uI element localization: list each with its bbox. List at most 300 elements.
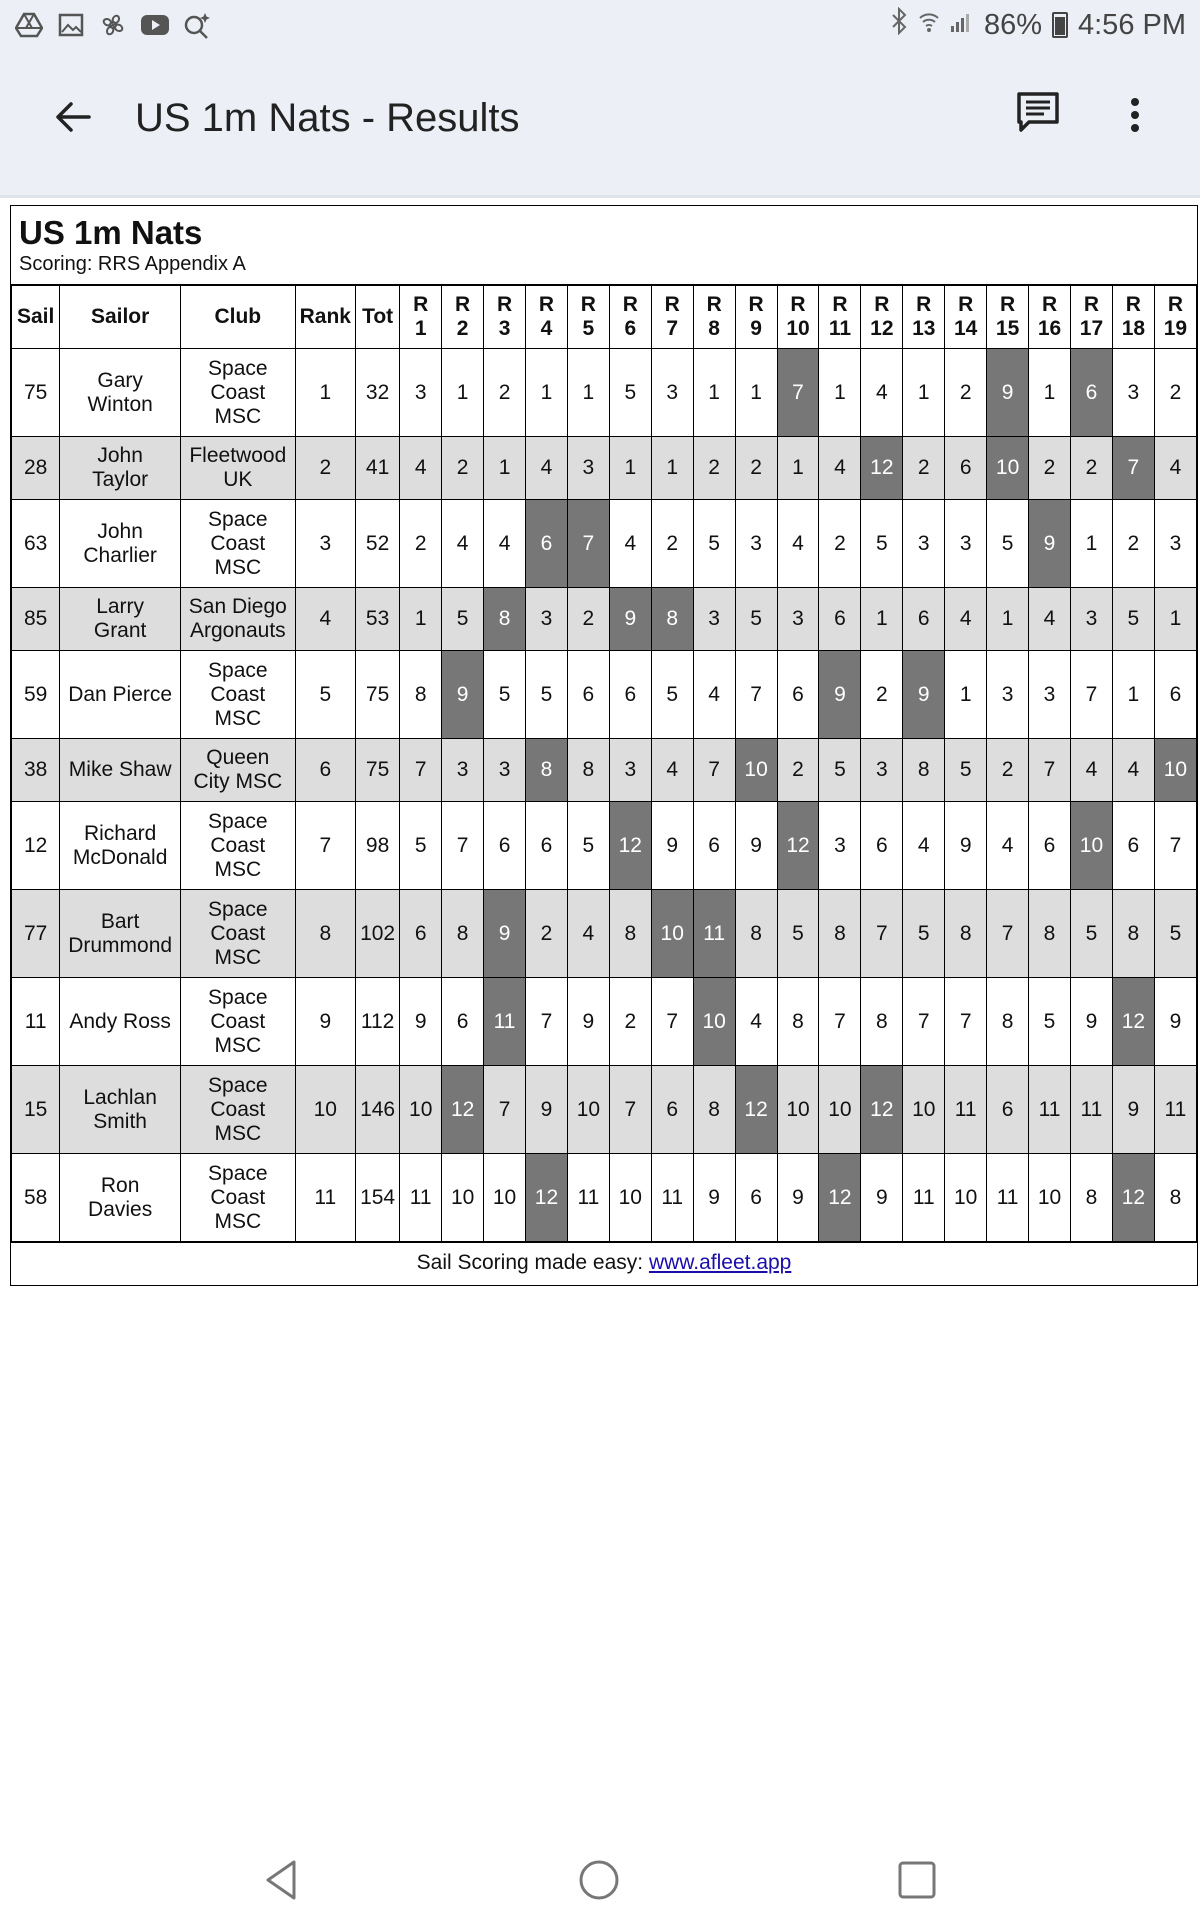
race-score: 10 bbox=[819, 1066, 861, 1154]
signal-icon bbox=[950, 8, 974, 42]
total-points: 75 bbox=[355, 651, 399, 739]
race-number: 5 bbox=[582, 317, 595, 340]
race-score: 5 bbox=[861, 500, 903, 588]
club-name bbox=[180, 349, 295, 437]
sail-number: 77 bbox=[12, 890, 60, 978]
race-score: 2 bbox=[903, 437, 945, 500]
sailor-name-line: Smith bbox=[93, 1109, 147, 1133]
race-score: 4 bbox=[693, 651, 735, 739]
total-points: 112 bbox=[355, 978, 399, 1066]
sail-number: 59 bbox=[12, 651, 60, 739]
sailor-name-line: Grant bbox=[93, 619, 147, 642]
race-score: 10 bbox=[567, 1066, 609, 1154]
race-score: 3 bbox=[1112, 349, 1154, 437]
race-score: 5 bbox=[1112, 588, 1154, 651]
race-prefix: R bbox=[958, 293, 974, 316]
race-score: 8 bbox=[819, 890, 861, 978]
race-score: 1 bbox=[442, 349, 484, 437]
race-score: 6 bbox=[735, 1154, 777, 1242]
race-score: 10 bbox=[442, 1154, 484, 1242]
race-score: 1 bbox=[1070, 500, 1112, 588]
race-score: 3 bbox=[903, 500, 945, 588]
club-name-line: Coast bbox=[210, 921, 266, 945]
race-score: 7 bbox=[693, 739, 735, 802]
rank-value: 7 bbox=[295, 802, 355, 890]
race-score: 5 bbox=[400, 802, 442, 890]
club-name bbox=[180, 437, 295, 500]
more-vertical-icon bbox=[1115, 90, 1155, 140]
club-name bbox=[180, 739, 295, 802]
sailor-name bbox=[60, 890, 181, 978]
race-score: 9 bbox=[945, 802, 987, 890]
sailor-name-line: Andy Ross bbox=[69, 1009, 171, 1033]
header-race-11 bbox=[819, 286, 861, 349]
results-panel bbox=[10, 205, 1198, 1286]
race-score: 4 bbox=[1154, 437, 1196, 500]
race-score: 8 bbox=[1070, 1154, 1112, 1242]
race-score: 4 bbox=[442, 500, 484, 588]
fan-icon bbox=[98, 10, 128, 40]
table-row[interactable] bbox=[12, 802, 1197, 890]
race-score-discarded: 10 bbox=[1070, 802, 1112, 890]
race-score: 3 bbox=[693, 588, 735, 651]
sailor-name-line: Larry bbox=[96, 595, 145, 618]
club-name-line: MSC bbox=[214, 1121, 262, 1145]
club-name-line: Argonauts bbox=[189, 619, 286, 642]
race-score: 2 bbox=[987, 739, 1029, 802]
page-title: US 1m Nats - Results bbox=[135, 96, 520, 140]
race-score: 2 bbox=[819, 500, 861, 588]
rank-value: 1 bbox=[295, 349, 355, 437]
race-score: 6 bbox=[1029, 802, 1071, 890]
race-score: 7 bbox=[819, 978, 861, 1066]
race-score-discarded: 12 bbox=[861, 437, 903, 500]
sailor-name bbox=[60, 500, 181, 588]
header-race-9 bbox=[735, 286, 777, 349]
club-name-line: Coast bbox=[210, 682, 266, 706]
total-points: 102 bbox=[355, 890, 399, 978]
club-name-line: Space bbox=[208, 507, 268, 531]
sailor-name-line: Lachlan bbox=[83, 1085, 157, 1109]
sail-number: 15 bbox=[12, 1066, 60, 1154]
race-prefix: R bbox=[748, 293, 764, 316]
sailor-name-line: Ron bbox=[100, 1173, 140, 1197]
race-score: 6 bbox=[609, 651, 651, 739]
race-score: 1 bbox=[1112, 651, 1154, 739]
race-number: 14 bbox=[954, 317, 978, 340]
race-score: 11 bbox=[1154, 1066, 1196, 1154]
race-score: 10 bbox=[1029, 1154, 1071, 1242]
race-score: 8 bbox=[609, 890, 651, 978]
race-score: 1 bbox=[609, 437, 651, 500]
race-score: 6 bbox=[651, 1066, 693, 1154]
race-score: 8 bbox=[1112, 890, 1154, 978]
race-score: 4 bbox=[567, 890, 609, 978]
race-score: 7 bbox=[651, 978, 693, 1066]
race-score: 2 bbox=[861, 651, 903, 739]
club-name-line: Queen bbox=[206, 746, 270, 769]
sailor-name bbox=[60, 1154, 181, 1242]
race-score: 8 bbox=[693, 1066, 735, 1154]
race-score-discarded: 8 bbox=[484, 588, 526, 651]
race-score: 6 bbox=[1154, 651, 1196, 739]
race-score: 6 bbox=[526, 802, 568, 890]
race-score: 11 bbox=[1029, 1066, 1071, 1154]
header-tot: Tot bbox=[355, 286, 399, 349]
race-number: 18 bbox=[1121, 317, 1146, 340]
race-score: 10 bbox=[609, 1154, 651, 1242]
race-score: 11 bbox=[651, 1154, 693, 1242]
header-race-3 bbox=[484, 286, 526, 349]
club-name-line: Space bbox=[208, 1161, 268, 1185]
footer-text: Sail Scoring made easy: bbox=[416, 1251, 649, 1274]
race-score: 5 bbox=[777, 890, 819, 978]
race-score: 7 bbox=[609, 1066, 651, 1154]
race-score: 5 bbox=[1154, 890, 1196, 978]
race-score-discarded: 8 bbox=[651, 588, 693, 651]
nav-home-button[interactable] bbox=[569, 1850, 629, 1910]
race-score: 8 bbox=[1029, 890, 1071, 978]
race-prefix: R bbox=[413, 293, 429, 316]
club-name-line: Space bbox=[208, 809, 268, 833]
race-score: 7 bbox=[484, 1066, 526, 1154]
header-race-16 bbox=[1029, 286, 1071, 349]
club-name-line: San Diego bbox=[188, 595, 287, 618]
header-race-2 bbox=[442, 286, 484, 349]
sailor-name bbox=[60, 978, 181, 1066]
race-score: 1 bbox=[1154, 588, 1196, 651]
race-score: 2 bbox=[945, 349, 987, 437]
race-score-discarded: 10 bbox=[987, 437, 1029, 500]
race-score-discarded: 10 bbox=[693, 978, 735, 1066]
table-row[interactable] bbox=[12, 349, 1197, 437]
race-score: 7 bbox=[945, 978, 987, 1066]
race-score: 8 bbox=[735, 890, 777, 978]
race-score: 3 bbox=[819, 802, 861, 890]
race-score-discarded: 9 bbox=[903, 651, 945, 739]
sailor-name-line: Gary bbox=[97, 368, 143, 392]
arrow-left-icon bbox=[53, 99, 93, 135]
appbar-divider bbox=[0, 195, 1200, 198]
club-name-line: MSC bbox=[214, 1209, 262, 1233]
event-title: US 1m Nats bbox=[19, 214, 203, 251]
race-score: 2 bbox=[484, 349, 526, 437]
home-nav-icon bbox=[577, 1858, 621, 1902]
comment-button[interactable] bbox=[1015, 90, 1065, 140]
results-footer bbox=[11, 1242, 1197, 1285]
total-points: 75 bbox=[355, 739, 399, 802]
race-score: 11 bbox=[945, 1066, 987, 1154]
header-race-10 bbox=[777, 286, 819, 349]
race-score: 10 bbox=[903, 1066, 945, 1154]
navigation-bar bbox=[0, 1840, 1200, 1920]
race-score: 10 bbox=[945, 1154, 987, 1242]
race-prefix: R bbox=[496, 293, 513, 316]
race-number: 7 bbox=[666, 317, 679, 340]
race-score: 6 bbox=[442, 978, 484, 1066]
race-score: 11 bbox=[567, 1154, 609, 1242]
race-score: 2 bbox=[735, 437, 777, 500]
race-number: 19 bbox=[1163, 317, 1188, 340]
race-score: 3 bbox=[1029, 651, 1071, 739]
race-number: 17 bbox=[1079, 317, 1104, 340]
results-table bbox=[11, 285, 1197, 1242]
race-number: 9 bbox=[750, 317, 762, 340]
race-score: 2 bbox=[1154, 349, 1196, 437]
race-prefix: R bbox=[706, 293, 722, 316]
race-score-discarded: 12 bbox=[1112, 978, 1154, 1066]
club-name-line: City MSC bbox=[193, 770, 283, 793]
race-score: 2 bbox=[693, 437, 735, 500]
race-prefix: R bbox=[1041, 293, 1058, 316]
race-score: 1 bbox=[735, 349, 777, 437]
nav-back-button[interactable] bbox=[252, 1850, 312, 1910]
sailor-name-line: Davies bbox=[88, 1197, 153, 1221]
race-number: 10 bbox=[786, 317, 810, 340]
race-score: 9 bbox=[777, 1154, 819, 1242]
results-header bbox=[11, 206, 1197, 285]
total-points: 98 bbox=[355, 802, 399, 890]
race-score: 8 bbox=[1154, 1154, 1196, 1242]
afleet-link[interactable]: www.afleet.app bbox=[648, 1251, 792, 1274]
race-score: 6 bbox=[567, 651, 609, 739]
scoring-system: Scoring: RRS Appendix A bbox=[19, 253, 246, 275]
race-score-discarded: 9 bbox=[442, 651, 484, 739]
race-score-discarded: 12 bbox=[609, 802, 651, 890]
race-score: 7 bbox=[1154, 802, 1196, 890]
race-score: 1 bbox=[693, 349, 735, 437]
race-score: 7 bbox=[526, 978, 568, 1066]
club-name bbox=[180, 651, 295, 739]
table-row[interactable] bbox=[12, 890, 1197, 978]
race-score: 5 bbox=[1070, 890, 1112, 978]
race-score: 9 bbox=[1112, 1066, 1154, 1154]
race-score: 2 bbox=[777, 739, 819, 802]
club-name-line: Space bbox=[208, 985, 268, 1009]
race-score: 3 bbox=[735, 500, 777, 588]
race-score-discarded: 12 bbox=[1112, 1154, 1154, 1242]
race-score: 11 bbox=[400, 1154, 442, 1242]
race-score: 1 bbox=[819, 349, 861, 437]
race-score: 8 bbox=[945, 890, 987, 978]
race-score: 11 bbox=[1070, 1066, 1112, 1154]
race-number: 11 bbox=[828, 317, 852, 340]
header-race-1 bbox=[400, 286, 442, 349]
rank-value: 3 bbox=[295, 500, 355, 588]
race-score: 4 bbox=[1070, 739, 1112, 802]
header-race-5 bbox=[567, 286, 609, 349]
race-score-discarded: 12 bbox=[735, 1066, 777, 1154]
rank-value: 5 bbox=[295, 651, 355, 739]
race-score: 10 bbox=[400, 1066, 442, 1154]
youtube-icon bbox=[140, 10, 170, 40]
race-score: 8 bbox=[861, 978, 903, 1066]
race-score: 3 bbox=[400, 349, 442, 437]
table-row[interactable] bbox=[12, 1066, 1197, 1154]
race-score-discarded: 8 bbox=[526, 739, 568, 802]
sailor-name-line: McDonald bbox=[72, 845, 168, 869]
club-name-line: UK bbox=[223, 468, 253, 491]
race-score: 6 bbox=[903, 588, 945, 651]
back-nav-icon bbox=[262, 1858, 302, 1902]
race-score: 5 bbox=[484, 651, 526, 739]
more-options-button[interactable] bbox=[1115, 90, 1155, 140]
header-sailor: Sailor bbox=[60, 286, 181, 349]
race-score: 4 bbox=[861, 349, 903, 437]
race-score: 2 bbox=[567, 588, 609, 651]
sailor-name-line: Charlier bbox=[83, 543, 157, 567]
race-score-discarded: 12 bbox=[526, 1154, 568, 1242]
race-score: 9 bbox=[651, 802, 693, 890]
race-score: 3 bbox=[945, 500, 987, 588]
race-score: 9 bbox=[693, 1154, 735, 1242]
sailor-name bbox=[60, 739, 181, 802]
race-score: 2 bbox=[400, 500, 442, 588]
race-score-discarded: 12 bbox=[777, 802, 819, 890]
race-score: 3 bbox=[609, 739, 651, 802]
race-score: 5 bbox=[693, 500, 735, 588]
race-score: 7 bbox=[442, 802, 484, 890]
race-score-discarded: 11 bbox=[484, 978, 526, 1066]
race-number: 2 bbox=[456, 317, 469, 340]
total-points: 154 bbox=[355, 1154, 399, 1242]
race-score-discarded: 6 bbox=[1070, 349, 1112, 437]
sailor-name bbox=[60, 349, 181, 437]
race-score: 2 bbox=[1070, 437, 1112, 500]
race-score: 5 bbox=[819, 739, 861, 802]
assistant-icon bbox=[182, 10, 212, 40]
race-number: 13 bbox=[912, 317, 936, 340]
table-row[interactable] bbox=[12, 739, 1197, 802]
race-score-discarded: 7 bbox=[777, 349, 819, 437]
race-prefix: R bbox=[1083, 293, 1100, 316]
recents-nav-icon bbox=[895, 1858, 939, 1902]
club-name-line: MSC bbox=[214, 1033, 262, 1057]
race-score: 8 bbox=[777, 978, 819, 1066]
back-button[interactable] bbox=[48, 92, 98, 142]
race-score-discarded: 11 bbox=[693, 890, 735, 978]
race-score: 10 bbox=[484, 1154, 526, 1242]
comment-icon bbox=[1015, 90, 1061, 136]
race-prefix: R bbox=[580, 293, 596, 316]
rank-value: 4 bbox=[295, 588, 355, 651]
race-score: 1 bbox=[1029, 349, 1071, 437]
club-name-line: Space bbox=[208, 1073, 268, 1097]
race-prefix: R bbox=[1125, 293, 1141, 316]
sailor-name-line: Winton bbox=[87, 392, 153, 416]
race-score: 5 bbox=[526, 651, 568, 739]
race-score-discarded: 9 bbox=[609, 588, 651, 651]
total-points: 53 bbox=[355, 588, 399, 651]
header-race-6 bbox=[609, 286, 651, 349]
race-score: 1 bbox=[945, 651, 987, 739]
club-name-line: MSC bbox=[214, 706, 262, 730]
total-points: 32 bbox=[355, 349, 399, 437]
clock: 4:56 PM bbox=[1078, 8, 1186, 41]
race-score: 9 bbox=[1070, 978, 1112, 1066]
race-score: 6 bbox=[987, 1066, 1029, 1154]
race-score: 4 bbox=[484, 500, 526, 588]
gallery-icon bbox=[56, 10, 86, 40]
race-number: 16 bbox=[1037, 317, 1062, 340]
race-score: 11 bbox=[903, 1154, 945, 1242]
race-number: 4 bbox=[540, 317, 553, 340]
race-score: 5 bbox=[903, 890, 945, 978]
race-score: 6 bbox=[819, 588, 861, 651]
race-score-discarded: 12 bbox=[861, 1066, 903, 1154]
race-score: 9 bbox=[1154, 978, 1196, 1066]
sail-number: 38 bbox=[12, 739, 60, 802]
sail-number: 63 bbox=[12, 500, 60, 588]
club-name-line: MSC bbox=[214, 857, 262, 881]
race-prefix: R bbox=[1167, 293, 1183, 316]
sail-number: 85 bbox=[12, 588, 60, 651]
table-row[interactable] bbox=[12, 651, 1197, 739]
table-row[interactable] bbox=[12, 588, 1197, 651]
header-race-19 bbox=[1154, 286, 1196, 349]
sail-number: 28 bbox=[12, 437, 60, 500]
header-race-18 bbox=[1112, 286, 1154, 349]
rank-value: 10 bbox=[295, 1066, 355, 1154]
club-name-line: MSC bbox=[214, 404, 262, 428]
race-score: 4 bbox=[526, 437, 568, 500]
results-body bbox=[12, 349, 1197, 1242]
race-score: 11 bbox=[987, 1154, 1029, 1242]
club-name bbox=[180, 500, 295, 588]
race-prefix: R bbox=[538, 293, 555, 316]
race-score: 6 bbox=[777, 651, 819, 739]
sailor-name-line: Mike Shaw bbox=[68, 758, 172, 781]
drive-icon bbox=[14, 10, 44, 40]
race-score: 1 bbox=[987, 588, 1029, 651]
race-score-discarded: 10 bbox=[1154, 739, 1196, 802]
rank-value: 8 bbox=[295, 890, 355, 978]
race-score: 8 bbox=[903, 739, 945, 802]
race-score: 3 bbox=[526, 588, 568, 651]
sailor-name bbox=[60, 437, 181, 500]
race-score-discarded: 9 bbox=[1029, 500, 1071, 588]
club-name-line: Space bbox=[208, 658, 268, 682]
race-score: 7 bbox=[987, 890, 1029, 978]
nav-recents-button[interactable] bbox=[887, 1850, 947, 1910]
header-race-8 bbox=[693, 286, 735, 349]
table-row[interactable] bbox=[12, 978, 1197, 1066]
club-name-line: Coast bbox=[210, 1185, 266, 1209]
race-score: 4 bbox=[945, 588, 987, 651]
race-number: 3 bbox=[498, 317, 511, 340]
sailor-name bbox=[60, 651, 181, 739]
header-race-13 bbox=[903, 286, 945, 349]
race-prefix: R bbox=[916, 293, 932, 316]
club-name-line: Fleetwood bbox=[189, 444, 287, 467]
race-score: 4 bbox=[987, 802, 1029, 890]
header-club: Club bbox=[180, 286, 295, 349]
race-score: 7 bbox=[1070, 651, 1112, 739]
table-row[interactable] bbox=[12, 500, 1197, 588]
race-score: 4 bbox=[903, 802, 945, 890]
sailor-name-line: Dan Pierce bbox=[68, 682, 173, 706]
table-row[interactable] bbox=[12, 437, 1197, 500]
race-score: 3 bbox=[1154, 500, 1196, 588]
club-name bbox=[180, 1154, 295, 1242]
race-score: 8 bbox=[400, 651, 442, 739]
race-score: 1 bbox=[777, 437, 819, 500]
race-score: 8 bbox=[442, 890, 484, 978]
sailor-name-line: John bbox=[97, 519, 143, 543]
race-score: 6 bbox=[693, 802, 735, 890]
table-row[interactable] bbox=[12, 1154, 1197, 1242]
club-name-line: MSC bbox=[214, 555, 262, 579]
